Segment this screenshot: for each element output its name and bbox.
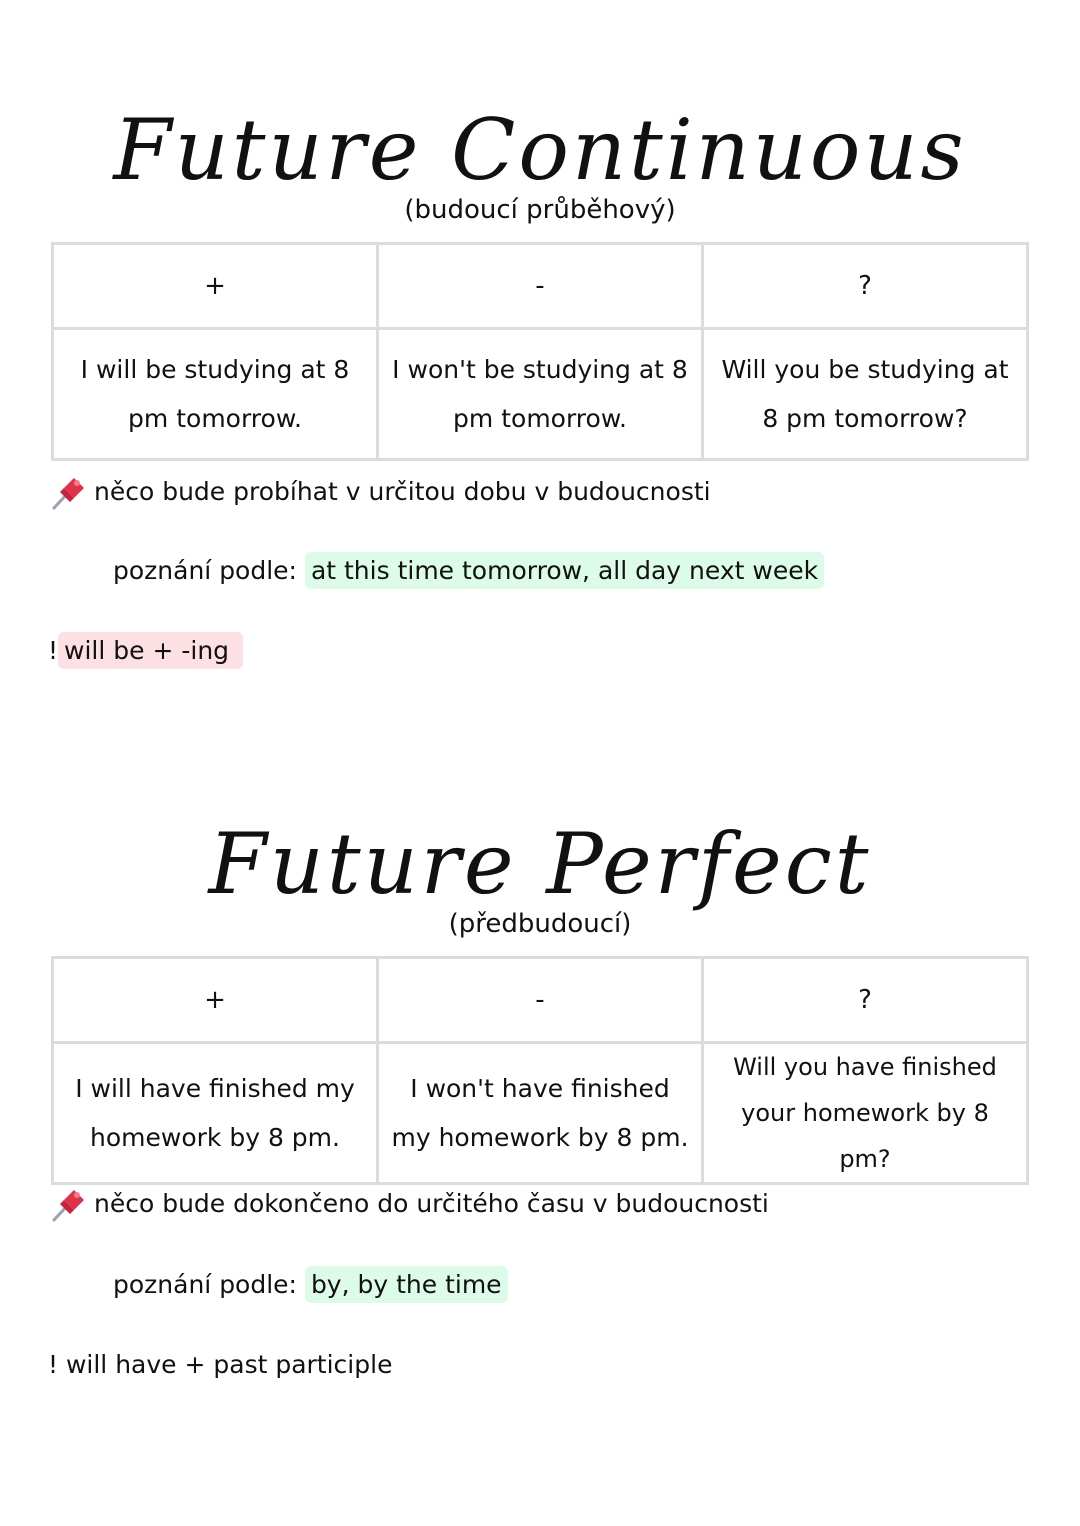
usage-text: něco bude dokončeno do určitého času v budoucnosti	[94, 1189, 769, 1218]
table-header-negative: -	[378, 244, 703, 329]
signal-words-highlight: by, by the time	[305, 1266, 508, 1303]
table-header-positive: +	[53, 244, 378, 329]
conjugation-table	[51, 956, 1029, 1185]
rule-line	[48, 636, 243, 665]
usage-text: něco bude probíhat v určitou dobu v budoucnosti	[94, 477, 711, 506]
usage-note	[50, 474, 711, 512]
pushpin-icon	[50, 1186, 88, 1224]
table-header-positive: +	[53, 958, 378, 1043]
signal-label: poznání podle:	[113, 1270, 297, 1299]
section-title: Future Continuous	[113, 101, 967, 199]
signal-words-line	[113, 1270, 508, 1299]
signal-words-highlight: at this time tomorrow, all day next week	[305, 552, 824, 589]
rule-mark: !	[48, 636, 59, 665]
table-cell-positive: I will be studying at 8 pm tomorrow.	[53, 329, 378, 460]
section-subtitle: (předbudoucí)	[448, 909, 632, 939]
table-cell-negative: I won't have finished my homework by 8 pm.	[378, 1043, 703, 1184]
table-cell-question: Will you have finished your homework by 8 pm?	[703, 1043, 1028, 1184]
rule-line: ! will have + past participle	[48, 1350, 393, 1379]
usage-note	[50, 1186, 769, 1224]
section-subtitle: (budoucí průběhový)	[404, 195, 676, 225]
section-title: Future Perfect	[208, 815, 872, 913]
signal-words-line	[113, 556, 824, 585]
table-cell-positive: I will have finished my homework by 8 pm.	[53, 1043, 378, 1184]
table-cell-question: Will you be studying at 8 pm tomorrow?	[703, 329, 1028, 460]
table-header-negative: -	[378, 958, 703, 1043]
table-cell-negative: I won't be studying at 8 pm tomorrow.	[378, 329, 703, 460]
pushpin-icon	[50, 474, 88, 512]
rule-highlight: will be + -ing	[58, 632, 243, 669]
signal-label: poznání podle:	[113, 556, 297, 585]
table-header-question: ?	[703, 244, 1028, 329]
table-header-question: ?	[703, 958, 1028, 1043]
conjugation-table	[51, 242, 1029, 461]
